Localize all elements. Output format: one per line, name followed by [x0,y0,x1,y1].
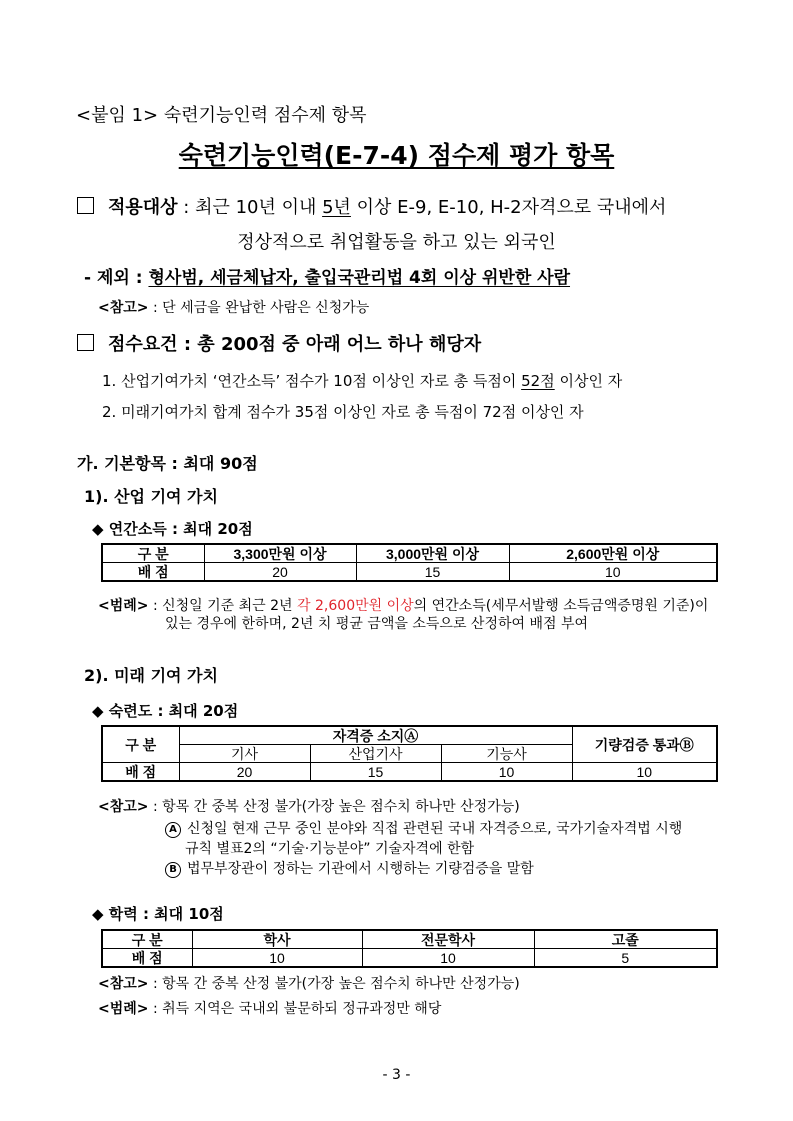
table-header-cell: 기사 [179,745,310,763]
table-header-cell: 배 점 [102,763,179,782]
checkbox-square-icon [77,334,94,351]
exclusion-line: - 제외 : 형사범, 세금체납자, 출입국관리법 4회 이상 위반한 사람 [84,268,571,288]
education-note-2: <범례> : 취득 지역은 국내외 불문하되 정규과정만 해당 [98,1001,442,1017]
table-header-cell: 2,600만원 이상 [509,544,717,563]
table-cell: 10 [362,949,534,968]
table-header-cell: 구 분 [102,726,179,763]
circled-a-icon: A [165,822,181,838]
requirement-item-1: 1. 산업기여가치 ‘연간소득’ 점수가 10점 이상인 자로 총 득점이 52점 이상인 자 [102,372,623,390]
table-header-cell: 기량검증 통과Ⓑ [572,726,717,763]
page-number: - 3 - [382,1067,411,1083]
income-note-line-2: 있는 경우에 한하며, 2년 치 평균 금액을 소득으로 산정하여 배점 부여 [165,616,589,632]
education-note-1: <참고> : 항목 간 중복 산정 불가(가장 높은 점수치 하나만 산정가능) [98,976,520,992]
requirement-item-2: 2. 미래기여가치 합계 점수가 35점 이상인 자로 총 득점이 72점 이상인 자 [102,403,584,421]
skill-note-b: B 법무부장관이 정하는 기관에서 시행하는 기량검증을 말함 [165,858,534,878]
scope-note: <참고> : 단 세금을 완납한 사람은 신청가능 [98,300,370,316]
checkbox-square-icon [77,197,94,214]
skill-note-a-line-1: A 신청일 현재 근무 중인 분야와 직접 관련된 국내 자격증으로, 국가기술자격법 시행 [165,818,682,838]
skill-table [101,725,718,782]
scope-line-2: 정상적으로 취업활동을 하고 있는 외국인 [237,232,556,253]
section2-heading: 2). 미래 기여 가치 [84,666,218,685]
table-header-cell: 기능사 [441,745,572,763]
table-header-cell: 배 점 [102,949,192,968]
table-cell: 10 [509,563,717,582]
table-header-cell: 전문학사 [362,930,534,949]
income-note-line-1: <범례> : 신청일 기준 최근 2년 각 2,600만원 이상의 연간소득(세무서발행 소득금액증명원 기준)이 [98,598,709,614]
table-cell: 10 [572,763,717,782]
skill-note: <참고> : 항목 간 중복 산정 불가(가장 높은 점수치 하나만 산정가능) [98,799,520,815]
education-heading: ◆ 학력 : 최대 10점 [92,905,224,923]
table-header-cell: 고졸 [534,930,717,949]
income-heading: ◆ 연간소득 : 최대 20점 [92,520,253,538]
table-row [102,763,717,782]
table-header-cell: 학사 [192,930,362,949]
page-title: 숙련기능인력(E-7-4) 점수제 평가 항목 [178,141,615,170]
table-cell: 10 [441,763,572,782]
skill-note-a-line-2: 규칙 별표2의 “기술·기능분야” 기술자격에 한함 [185,841,475,857]
scope-line-1: 적용대상 : 최근 10년 이내 5년 이상 E-9, E-10, H-2자격으로 국내에서 [77,193,666,219]
table-cell: 15 [356,563,509,582]
table-header-cell: 산업기사 [310,745,441,763]
table-cell: 5 [534,949,717,968]
table-header-cell: 자격증 소지Ⓐ [179,726,572,745]
table-row [102,949,717,968]
table-header-cell: 3,000만원 이상 [356,544,509,563]
table-row [102,544,717,563]
table-header-cell: 배 점 [102,563,204,582]
attachment-title: <붙임 1> 숙련기능인력 점수제 항목 [76,105,367,126]
table-cell: 15 [310,763,441,782]
table-header-cell: 구 분 [102,544,204,563]
table-cell: 20 [179,763,310,782]
requirements-line: 점수요건 : 총 200점 중 아래 어느 하나 해당자 [77,330,481,356]
table-cell: 10 [192,949,362,968]
table-row [102,726,717,745]
table-row [102,563,717,582]
table-header-cell: 구 분 [102,930,192,949]
income-table [101,543,718,582]
table-cell: 20 [204,563,356,582]
section1-heading: 1). 산업 기여 가치 [84,487,218,506]
basic-heading: 가. 기본항목 : 최대 90점 [77,454,258,473]
education-table [101,929,718,968]
circled-b-icon: B [165,862,181,878]
table-header-cell: 3,300만원 이상 [204,544,356,563]
skill-heading: ◆ 숙련도 : 최대 20점 [92,702,239,720]
table-row [102,930,717,949]
